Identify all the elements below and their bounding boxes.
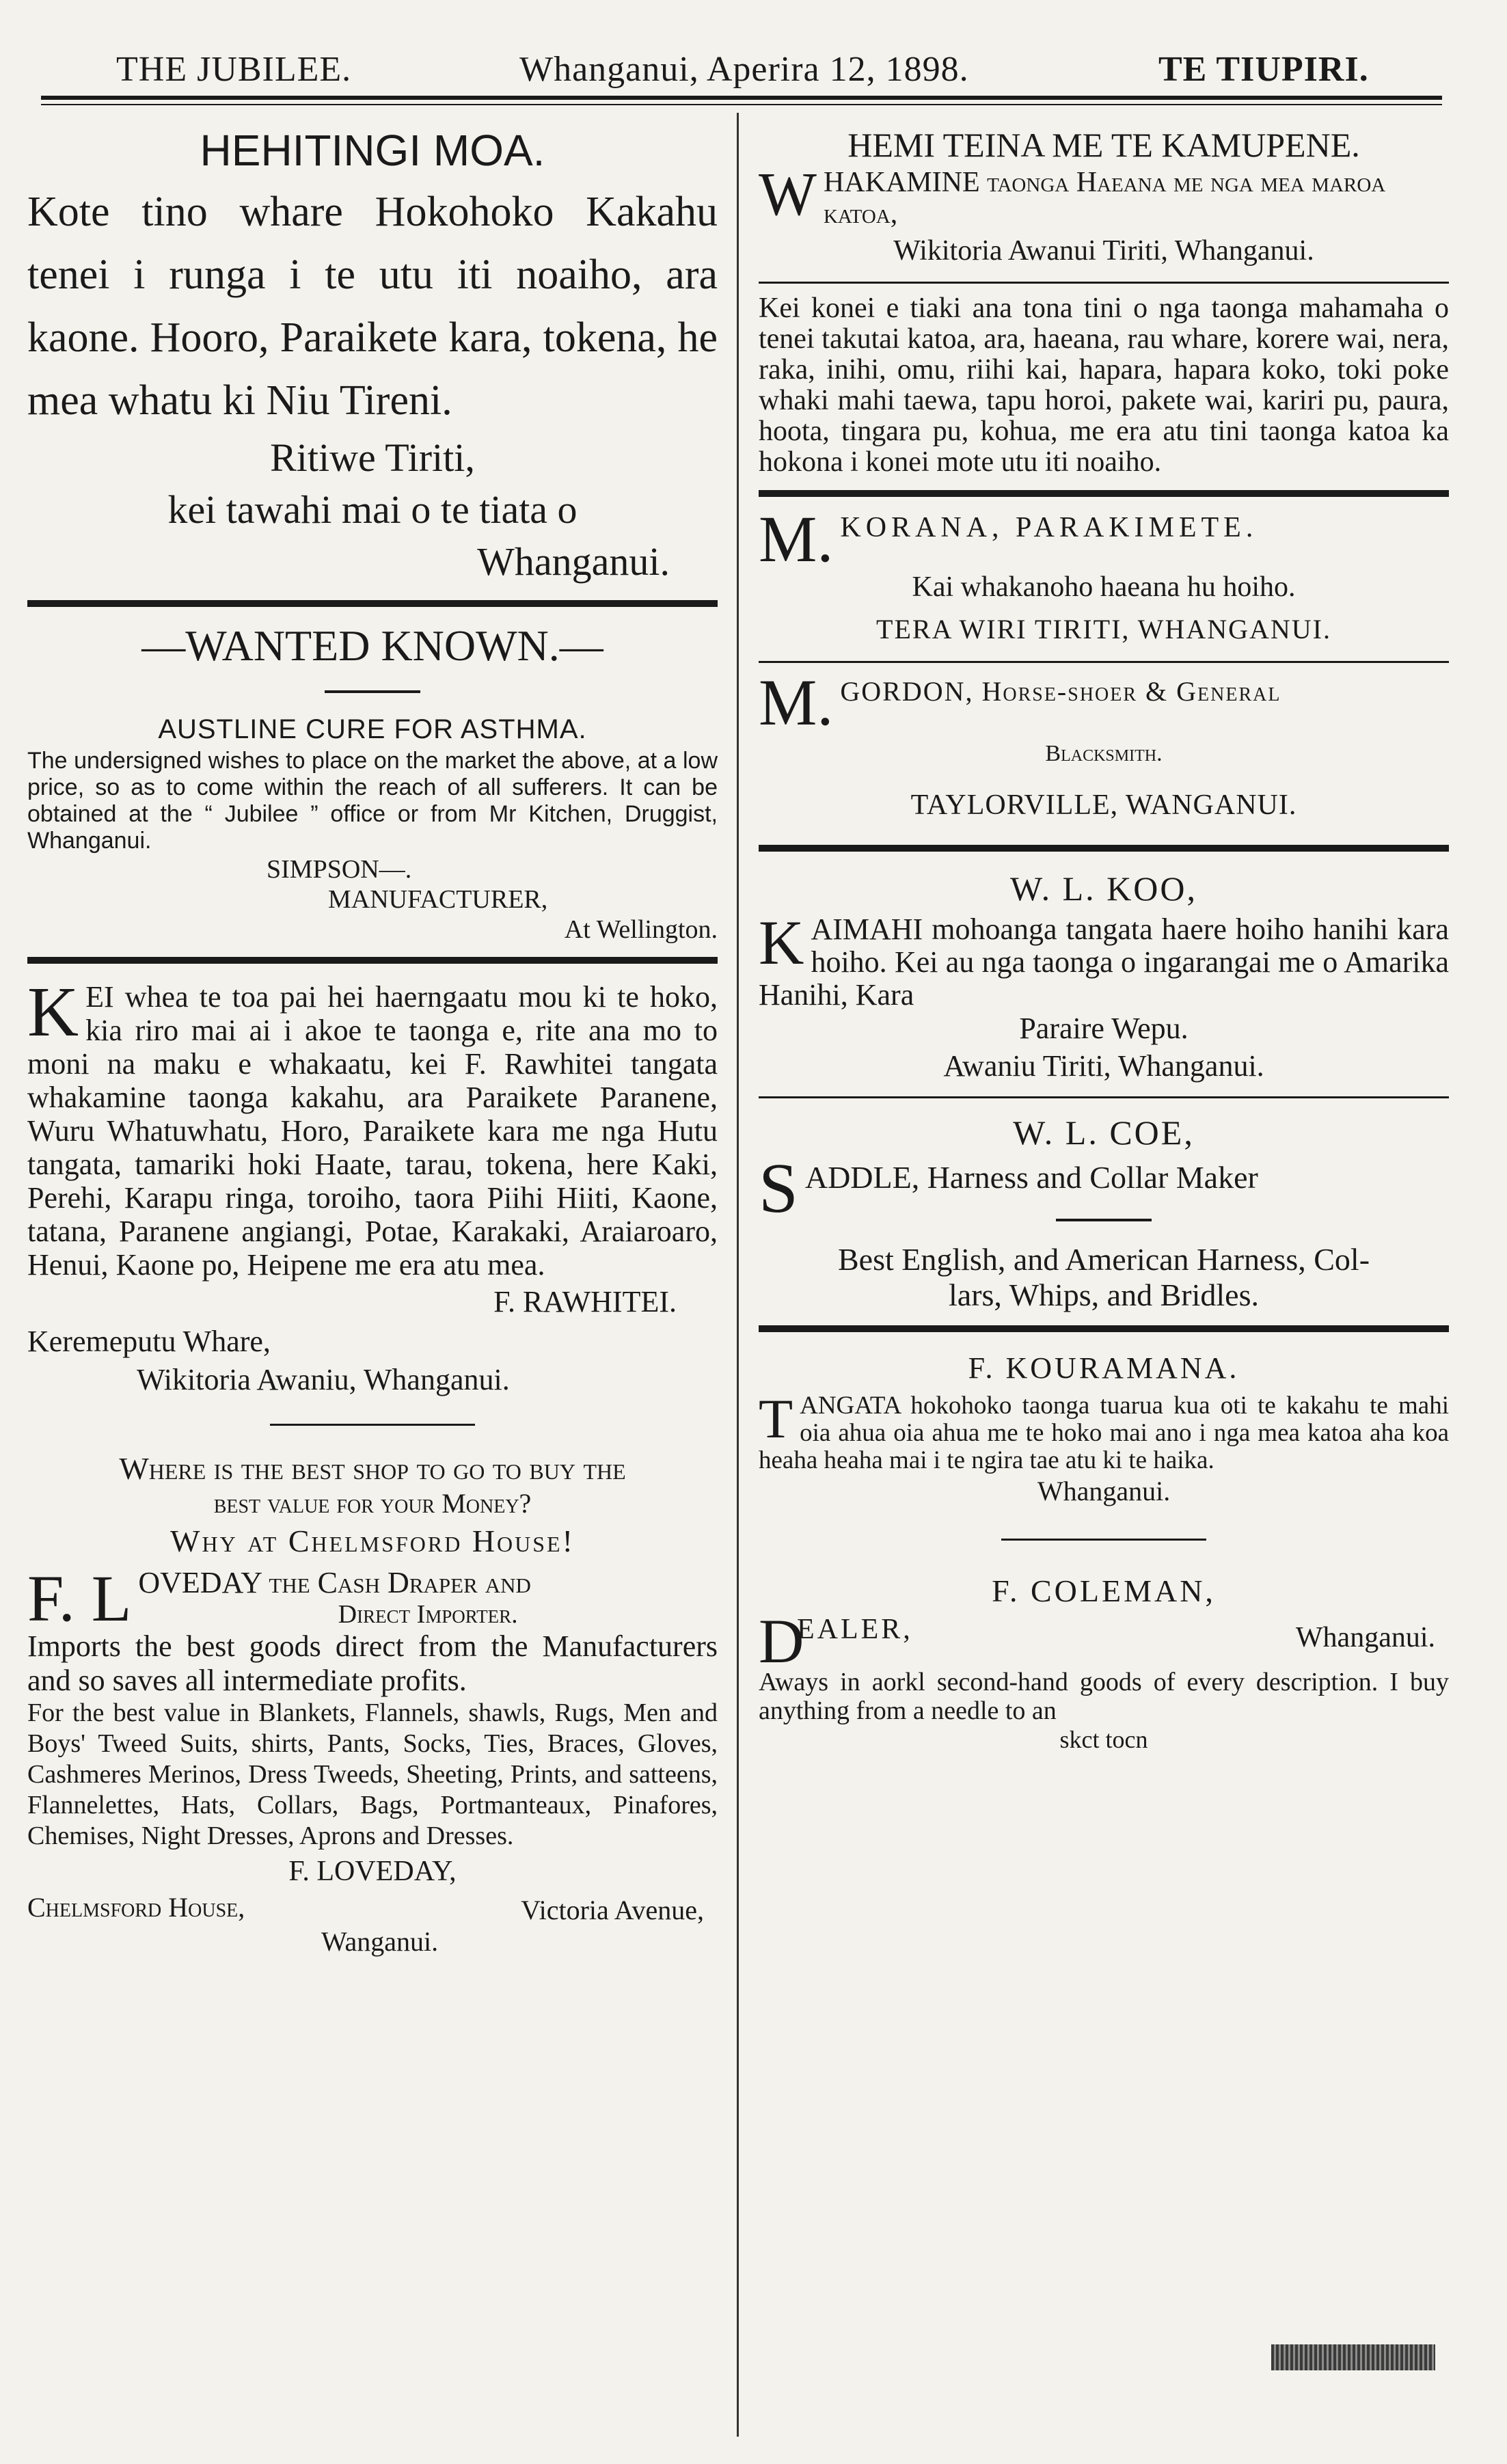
ad-subtitle: AUSTLINE CURE FOR ASTHMA.: [158, 714, 587, 744]
drop-cap: K: [27, 973, 79, 1051]
ad-heading: [759, 1149, 1449, 1228]
ad-text: EI whea te toa pai hei haerngaatu mou ki te hoko, kia riro mai ai i akoe te taonga e, rite ana mo to moni na maku e whakaatu, kei F. Rawhitei tangata whakamine taonga kakahu, ara Paraikete Paranene, Wuru Whatuwhatu, Horo, Paraikete kara me nga Hutu tangata, tamariki hoki Haate, tarau, tokena, here Kaki, Perehi, Karapu ringa, toroiho, taora Piihi Hiiti, Kaone, tatana, Paranene angiangi, Potae, Karakaki, Araiaroaro, Henui, Kaone po, Heipene me era atu mea.: [27, 980, 718, 1282]
ad-question-1: Where is the best shop to go to buy the: [119, 1451, 626, 1486]
masthead-date: Whanganui, Aperira 12, 1898.: [519, 50, 969, 89]
ad-heading: [759, 502, 1449, 576]
drop-cap: K: [759, 908, 804, 977]
drop-cap: W: [759, 161, 817, 228]
ad-role: MANUFACTURER,: [328, 885, 548, 914]
ad-body: [759, 1387, 1449, 1474]
ad-coe: [759, 1108, 1449, 1313]
section-rule: [759, 845, 1449, 852]
ink-smudge: [1271, 2344, 1435, 2370]
ad-body: Imports the best goods direct from the Manufacturers and so saves all intermediate profits.: [27, 1629, 718, 1697]
ad-coleman: [759, 1571, 1449, 1754]
ad-body: [27, 973, 718, 1282]
drop-cap: M.: [759, 502, 834, 576]
ad-address: [27, 1891, 718, 1925]
ad-name: GORDON, Horse-shoer & General: [840, 676, 1281, 707]
ad-title: F. KOURAMANA.: [968, 1351, 1240, 1385]
column-divider: [737, 113, 739, 2437]
masthead: [48, 42, 1442, 97]
masthead-right: TE TIUPIRI.: [1158, 50, 1369, 89]
ad-question-2: best value for your Money?: [213, 1488, 532, 1519]
masthead-rule: [41, 96, 1442, 100]
ad-name: SIMPSON—.: [267, 855, 412, 884]
ad-address: Awaniu Tiriti, Whanganui.: [943, 1049, 1264, 1083]
ad-trade: EALER,: [797, 1614, 913, 1645]
short-rule: [270, 1424, 475, 1426]
ad-title: F. COLEMAN,: [992, 1573, 1216, 1608]
ad-hemi-teina: [759, 123, 1449, 478]
ad-body-2: lars, Whips, and Bridles.: [949, 1277, 1259, 1312]
ad-title: HEMI TEINA ME TE KAMUPENE.: [847, 126, 1360, 164]
ad-body: Kai whakanoho haeana hu hoiho.: [912, 571, 1296, 603]
ad-heading-2: Direct Importer.: [338, 1600, 518, 1629]
ad-location: kei tawahi mai o te tiata o: [167, 487, 578, 532]
ad-body: Kei konei e tiaki ana tona tini o nga taonga mahamaha o tenei takutai katoa, ara, haeana, rau whare, korere wai, nera, raka, inihi, omu, riihi kai, hapara, hapara koko, toki poke whaki mahi taewa, tapu horoi, pakete wai, kariri pu, paura, hoota, tingara pu, kohua, me era atu tini taonga katoa ka hokona i konei mote utu iti noaiho.: [759, 293, 1449, 478]
masthead-rule-thin: [41, 104, 1442, 105]
ad-title: W. L. COE,: [1013, 1113, 1195, 1152]
ad-question-3: Why at Chelmsford House!: [170, 1524, 575, 1558]
ad-text: AIMAHI mohoanga tangata haere hoiho hanihi kara hoiho. Kei au nga taonga o ingarangai me o Amarika Hanihi, Kara: [759, 912, 1449, 1012]
ad-body: [759, 908, 1449, 1012]
short-rule: [1001, 1539, 1206, 1541]
ad-trade: Blacksmith.: [1045, 741, 1163, 766]
ad-korana: [759, 502, 1449, 651]
ad-heading: [27, 1562, 718, 1635]
ad-title: HEHITINGI MOA.: [200, 126, 545, 175]
section-rule: [759, 661, 1449, 663]
masthead-left: THE JUBILEE.: [116, 50, 352, 89]
section-rule: [759, 490, 1449, 497]
section-rule: [27, 957, 718, 964]
ad-gordon: [759, 666, 1449, 832]
ad-title: —WANTED KNOWN.—: [141, 621, 603, 670]
drop-cap: M.: [759, 666, 834, 739]
ad-line: Paraire Wepu.: [1019, 1012, 1189, 1045]
ad-kouramana: [759, 1344, 1449, 1508]
ad-heading-text: HAKAMINE taonga Haeana me nga mea maroa katoa,: [823, 167, 1386, 230]
drop-cap: F. L: [27, 1562, 132, 1635]
section-rule: [759, 282, 1449, 284]
ad-body: Aways in aorkl second-hand goods of every description. I buy anything from a needle to an: [759, 1668, 1449, 1725]
ad-title: W. L. KOO,: [1010, 869, 1197, 908]
section-rule: [759, 1096, 1449, 1098]
section-rule: [759, 1325, 1449, 1332]
ad-text: ANGATA hokohoko taonga tuarua kua oti te kakahu te mahi oia ahua oia ahua me te hoko mai ano i nga mea katoa aha koa heaha heaha mai i te ngira tae atu ki te haika.: [759, 1392, 1449, 1474]
right-column: [759, 123, 1449, 1754]
ad-street: Victoria Avenue,: [521, 1895, 704, 1925]
ad-address: Wikitoria Awanui Tiriti, Whanganui.: [893, 235, 1314, 267]
ad-address: TAYLORVILLE, WANGANUI.: [910, 789, 1297, 821]
ad-town: Whanganui.: [1037, 1476, 1171, 1506]
ad-rawhitei: [27, 973, 718, 1399]
ad-town: Whanganui.: [1295, 1622, 1435, 1653]
ad-heading: [759, 666, 1449, 739]
ad-street: Ritiwe Tiriti,: [270, 435, 475, 480]
section-rule: [27, 600, 718, 607]
drop-cap: T: [759, 1387, 793, 1450]
ad-signature: F. RAWHITEI.: [493, 1285, 677, 1318]
left-column: [27, 123, 718, 1958]
drop-cap: S: [759, 1149, 798, 1228]
ad-end: skct tocn: [1059, 1726, 1148, 1753]
ad-town: Wanganui.: [321, 1926, 439, 1957]
ad-body-1: Best English, and American Harness, Col-: [837, 1242, 1370, 1277]
ad-address-2: Wikitoria Awaniu, Whanganui.: [137, 1363, 510, 1396]
ad-place: At Wellington.: [564, 915, 718, 944]
ad-wanted-known: [27, 619, 718, 945]
ad-hehitingi: [27, 123, 718, 588]
ad-town: Whanganui.: [477, 539, 670, 584]
ad-body: Kote tino whare Hokohoko Kakahu tenei i runga i te utu iti noaiho, ara kaone. Hooro, Paraikete kara, tokena, he mea whatu ki Niu Tireni.: [27, 189, 718, 424]
ad-house: Chelmsford House,: [27, 1892, 245, 1923]
ad-signature: F. LOVEDAY,: [288, 1856, 457, 1887]
ad-body: The undersigned wishes to place on the market the above, at a low price, so as to come within the reach of all sufferers. It can be obtained at the “ Jubilee ” office or from Mr Kitchen, Druggist, Whanganui.: [27, 748, 718, 854]
drop-cap: D: [759, 1606, 804, 1676]
ad-heading: [759, 1606, 1449, 1676]
ad-address: TERA WIRI TIRITI, WHANGANUI.: [876, 614, 1331, 645]
ad-name: KORANA, PARAKIMETE.: [840, 512, 1258, 543]
ad-koo: [759, 864, 1449, 1087]
ad-heading: [759, 161, 1449, 230]
ad-trade: ADDLE, Harness and Collar Maker: [804, 1160, 1258, 1195]
ad-heading-1: OVEDAY the Cash Draper and: [138, 1566, 531, 1599]
short-rule: [325, 690, 420, 693]
ad-list: For the best value in Blankets, Flannels, shawls, Rugs, Men and Boys' Tweed Suits, shirts, Pants, Socks, Ties, Braces, Gloves, Cashmeres Merinos, Dress Tweeds, Sheeting, Prints, and satteens, Flannelettes, Hats, Collars, Bags, Portmanteaux, Pinafores, Chemises, Night Dresses, Aprons and Dresses.: [27, 1698, 718, 1850]
ad-loveday: [27, 1450, 718, 1958]
short-rule: [1056, 1219, 1152, 1221]
ad-address-1: Keremeputu Whare,: [27, 1325, 271, 1358]
